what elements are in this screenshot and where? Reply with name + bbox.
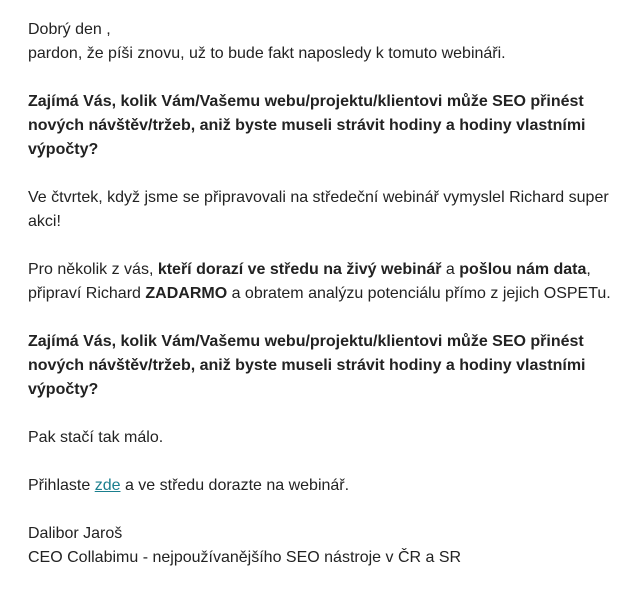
simple-paragraph [28, 426, 628, 450]
greeting: Dobrý den , [28, 21, 111, 38]
signup-text-after: a ve středu dorazte na webinář. [120, 477, 350, 494]
question-text-2: Zajímá Vás, kolik Vám/Vašemu webu/projektu/klientovi může SEO přinést nových návštěv/tržeb, aniž byste museli strávit hodiny a hodiny vlastními výpočty? [28, 333, 586, 398]
offer-text-2: a [441, 261, 460, 278]
question-paragraph-2 [28, 330, 628, 402]
question-paragraph-1 [28, 90, 628, 162]
offer-bold-1: kteří dorazí ve středu na živý webinář [157, 261, 442, 278]
signup-link[interactable]: zde [94, 477, 121, 494]
signature [28, 522, 628, 570]
simple-text: Pak stačí tak málo. [28, 429, 164, 446]
question-text-1: Zajímá Vás, kolik Vám/Vašemu webu/projektu/klientovi může SEO přinést nových návštěv/tržeb, aniž byste museli strávit hodiny a hodiny vlastními výpočty? [28, 93, 586, 158]
signature-title: CEO Collabimu - nejpoužívanějšího SEO nástroje v ČR a SR [28, 549, 462, 566]
signup-paragraph [28, 474, 628, 498]
offer-paragraph [28, 258, 628, 306]
signup-text-before: Přihlaste [28, 477, 95, 494]
greeting-paragraph [28, 18, 628, 66]
thursday-paragraph [28, 186, 628, 234]
intro-text: pardon, že píši znovu, už to bude fakt naposledy k tomuto webináři. [28, 45, 506, 62]
thursday-text: Ve čtvrtek, když jsme se připravovali na středeční webinář vymyslel Richard super akci! [28, 189, 609, 230]
offer-bold-3: ZADARMO [145, 285, 228, 302]
offer-text-1: Pro několik z vás, [28, 261, 158, 278]
offer-text-4: a obratem analýzu potenciálu přímo z jejich OSPETu. [227, 285, 611, 302]
signature-name: Dalibor Jaroš [28, 525, 123, 542]
offer-text-3: , připraví Richard [28, 261, 591, 302]
offer-bold-2: pošlou nám data [459, 261, 587, 278]
